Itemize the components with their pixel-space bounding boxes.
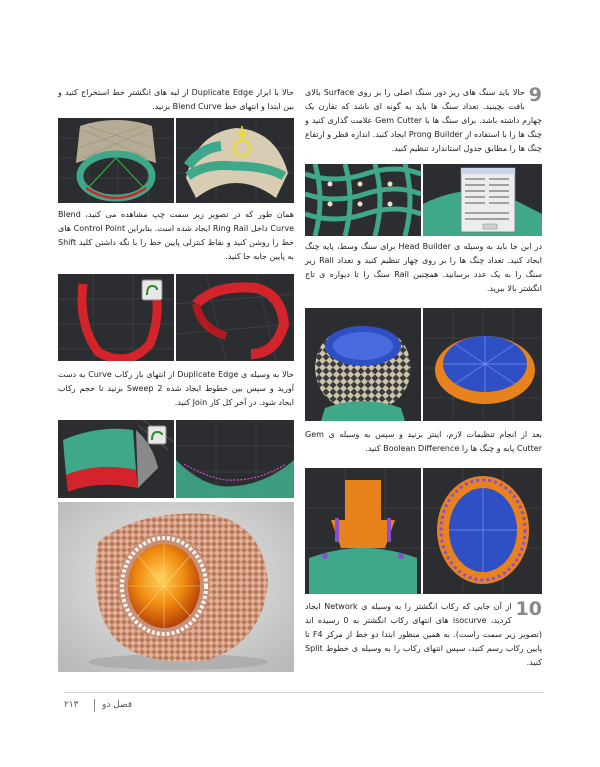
image-head-builder-mesh bbox=[305, 308, 421, 421]
left-paragraph-1: حالا با ابزار Duplicate Edge از لبه های انگشتر خط استخراج کنید و بین ابتدا و انتهای خط Blend Curve بزنید. bbox=[58, 88, 294, 111]
right-text-2 bbox=[305, 240, 542, 296]
image-ring-render bbox=[58, 502, 294, 672]
step-number-9: 9 bbox=[528, 84, 542, 106]
page-number: ۲۱۳ bbox=[64, 700, 79, 710]
footer-separator bbox=[94, 699, 95, 712]
chapter-label: فصل دو bbox=[102, 700, 133, 710]
right-paragraph-1: حالا باید سنگ های ریز دور سنگ اصلی را بر روی Surface بالای بافت بچینید. تعداد سنگ ها باید به گونه ای باشد که تقارن یک چهارم داشته باشد. برای سنگ ها با Gem Cutter علامت گذاری کنید و چنگ ها را با استفاده از Prong Builder ایجاد کنید. اندازه قطر و ارتفاع چنگ ها را مطابق جدول استاندارد تنظیم کنید. bbox=[305, 88, 542, 153]
image-head-builder-gem bbox=[423, 308, 542, 421]
left-paragraph-2: همان طور که در تصویر زیر سمت چپ مشاهده می کنید، Blend Curve داخل Ring Rail ایجاد شده است. بنابراین Control Point های خط را روشن کنید و نقاط کنترلی پایین خط را با نگه داشتن کلید Shift به پایین جابه جا کنید. bbox=[58, 210, 295, 261]
image-gem-dialog bbox=[423, 164, 542, 236]
left-paragraph-3: حالا به وسیله ی Duplicate Edge از انتهای باز رکاب Curve به دست آورید و سپس بین خطوط ایجاد شده Sweep 2 بزنید تا حجم رکاب ایجاد شود. در آخر کل کار Join کنید. bbox=[58, 370, 295, 407]
image-red-ring-sweep bbox=[176, 274, 294, 361]
image-ring-duplicate-edge bbox=[176, 118, 294, 203]
left-text-1 bbox=[58, 86, 294, 114]
image-ring-join bbox=[58, 420, 174, 498]
image-ring-isocurve bbox=[176, 420, 294, 498]
right-paragraph-4: از آن جایی که رکاب انگشتر را به وسیله ی Network ایجاد کردید، isocurve های انتهای رکاب انگشتر به 0 رسیده اند (تصویر زیر سمت راست). به همین منظور ابتدا دو خط از مرکز F4 تا پایین رکاب رسم کنید، سپس انتهای رکاب را به وسیله ی خطوط Split کنید. bbox=[305, 602, 542, 667]
left-text-3 bbox=[58, 368, 294, 410]
image-weave-gems bbox=[305, 164, 421, 236]
right-paragraph-3: بعد از انجام تنظیمات لازم، اینتر بزنید و سپس به وسیله ی Gem Cutter پایه و چنگ ها را Boolean Difference کنید. bbox=[305, 430, 542, 453]
image-boolean-head bbox=[305, 468, 421, 594]
image-ring-blend-lines bbox=[58, 118, 174, 203]
right-paragraph-2: در این جا باید به وسیله ی Head Builder برای سنگ وسط، پایه چنگ ایجاد کنید. تعداد چنگ ها را بر روی چهار تنظیم کنید و تعداد Rail زیر سنگ را به یک عدد برسانید. همچنین Rail سنگ را تا دیواره ی تاج انگشتر بالا ببرید. bbox=[305, 242, 543, 293]
image-boolean-gem-top bbox=[423, 468, 542, 594]
right-text-1 bbox=[305, 86, 542, 156]
right-text-4 bbox=[305, 600, 542, 670]
left-text-2 bbox=[58, 208, 294, 264]
step-number-10: 10 bbox=[515, 598, 542, 620]
image-red-ring-curve bbox=[58, 274, 174, 361]
right-text-3 bbox=[305, 428, 542, 456]
page-footer bbox=[64, 698, 544, 714]
footer-divider bbox=[64, 692, 544, 693]
